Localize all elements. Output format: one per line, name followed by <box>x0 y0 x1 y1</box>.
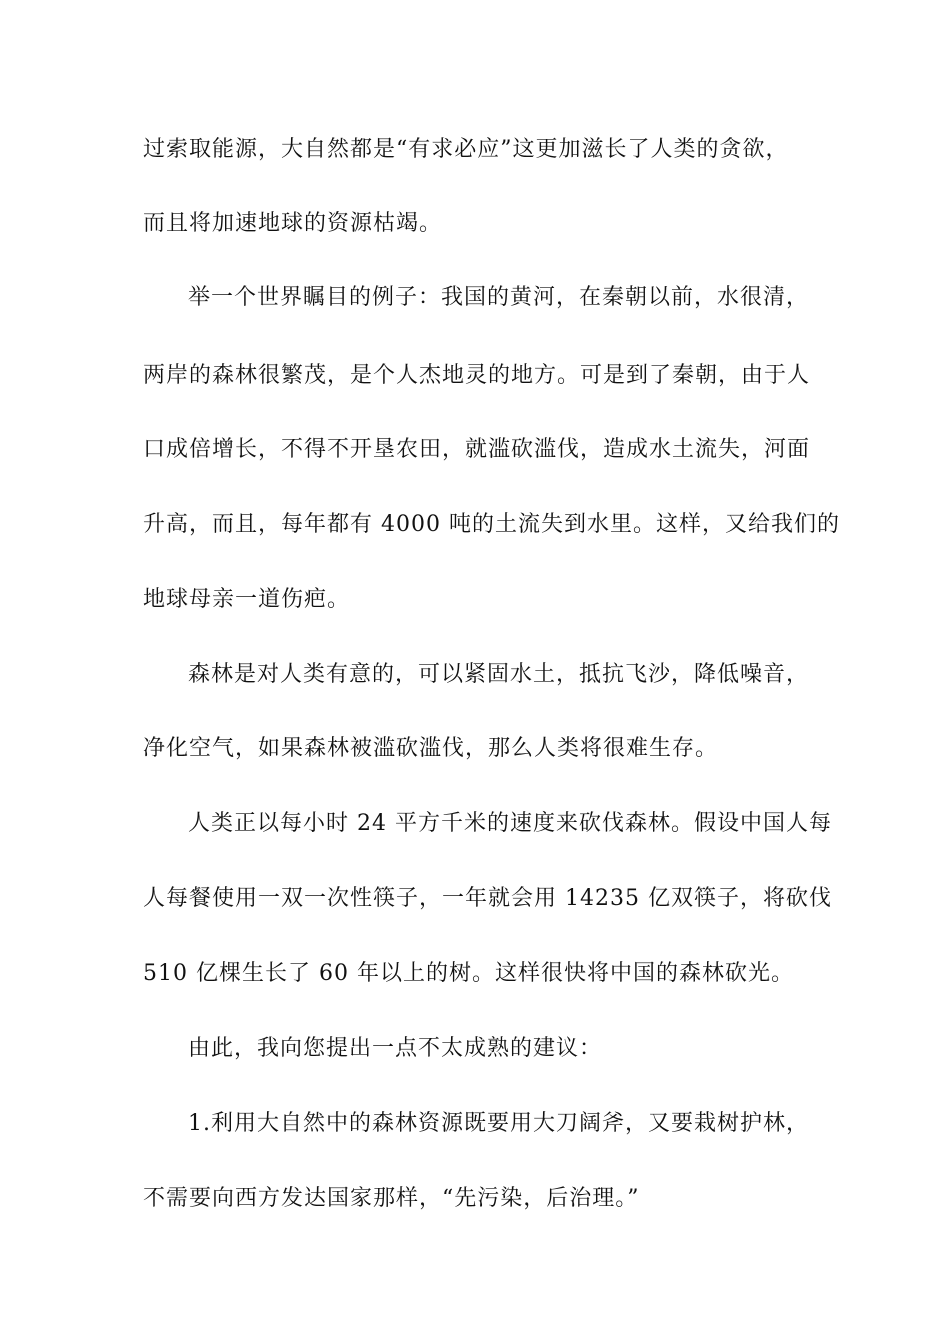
text-line-12: 510 亿棵生长了 60 年以上的树。这样很快将中国的森林砍光。 <box>143 961 794 986</box>
text-line-9: 净化空气，如果森林被滥砍滥伐，那么人类将很难生存。 <box>143 736 719 761</box>
text-line-6: 升高，而且，每年都有 4000 吨的土流失到水里。这样，又给我们的 <box>143 512 840 537</box>
text-line-3: 举一个世界瞩目的例子：我国的黄河，在秦朝以前，水很清， <box>188 285 810 310</box>
text-line-13: 由此，我向您提出一点不太成熟的建议： <box>188 1036 603 1061</box>
text-line-8: 森林是对人类有意的，可以紧固水土，抵抗飞沙，降低噪音， <box>188 662 810 687</box>
text-line-2: 而且将加速地球的资源枯竭。 <box>143 211 443 236</box>
text-line-1: 过索取能源，大自然都是“有求必应”这更加滋长了人类的贪欲， <box>143 137 789 162</box>
text-line-15: 不需要向西方发达国家那样，“先污染，后治理。” <box>143 1186 640 1211</box>
text-line-7: 地球母亲一道伤疤。 <box>143 587 351 612</box>
text-line-14: 1.利用大自然中的森林资源既要用大刀阔斧，又要栽树护林， <box>188 1111 809 1136</box>
text-line-4: 两岸的森林很繁茂，是个人杰地灵的地方。可是到了秦朝，由于人 <box>143 363 811 388</box>
text-line-11: 人每餐使用一双一次性筷子，一年就会用 14235 亿双筷子，将砍伐 <box>143 886 832 911</box>
text-line-10: 人类正以每小时 24 平方千米的速度来砍伐森林。假设中国人每 <box>188 811 832 836</box>
text-line-5: 口成倍增长，不得不开垦农田，就滥砍滥伐，造成水土流失，河面 <box>143 437 811 462</box>
